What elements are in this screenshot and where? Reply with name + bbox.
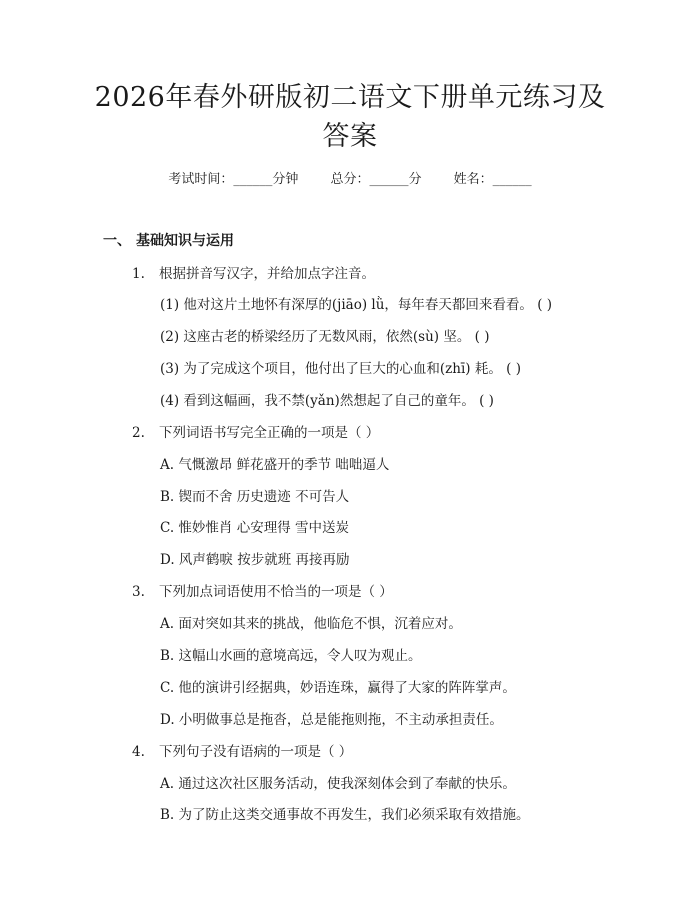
question-number: 1.	[132, 266, 145, 282]
question-option: C. 他的演讲引经据典，妙语连珠，赢得了大家的阵阵掌声。	[160, 680, 516, 696]
question-number: 3.	[132, 584, 145, 600]
question-option: B. 为了防止这类交通事故不再发生，我们必须采取有效措施。	[160, 807, 530, 823]
question-text: 根据拼音写汉字，并给加点字注音。	[159, 266, 375, 282]
question-text: 下列加点词语使用不恰当的一项是（ ）	[159, 584, 393, 600]
question-option: (1) 他对这片土地怀有深厚的(jiāo) lǜ，每年春天都回来看看。 ( )	[160, 297, 553, 313]
document-title: 2026年春外研版初二语文下册单元练习及答案	[94, 82, 606, 152]
total-score-field: 总分：______分	[330, 172, 422, 187]
section-number: 一、	[103, 233, 131, 249]
question-option: (3) 为了完成这个项目，他付出了巨大的心血和(zhī) 耗。 ( )	[160, 361, 521, 377]
question-stem	[132, 580, 393, 600]
question-option: A. 气慨激昂 鲜花盛开的季节 咄咄逼人	[160, 457, 390, 473]
section-title: 基础知识与运用	[136, 233, 234, 249]
question-option: A. 面对突如其来的挑战，他临危不惧，沉着应对。	[160, 616, 462, 632]
question-number: 2.	[132, 425, 145, 441]
question-option: B. 锲而不舍 历史遗迹 不可告人	[160, 489, 350, 505]
question-stem	[132, 740, 352, 760]
question-option: (4) 看到这幅画，我不禁(yǎn)然想起了自己的童年。 ( )	[160, 393, 494, 409]
question-stem	[132, 262, 375, 282]
student-name-field: 姓名：______	[453, 172, 532, 187]
question-option: (2) 这座古老的桥梁经历了无数风雨，依然(sù) 坚。 ( )	[160, 329, 490, 345]
question-option: D. 风声鹤唳 按步就班 再接再励	[160, 552, 350, 568]
question-number: 4.	[132, 744, 145, 760]
question-option: C. 惟妙惟肖 心安理得 雪中送炭	[160, 520, 350, 536]
question-text: 下列词语书写完全正确的一项是（ ）	[159, 425, 380, 441]
question-stem	[132, 421, 379, 441]
question-option: A. 通过这次社区服务活动，使我深刻体会到了奉献的快乐。	[160, 776, 516, 792]
exam-time-field: 考试时间：______分钟	[168, 172, 299, 187]
question-option: D. 小明做事总是拖沓，总是能拖则拖，不主动承担责任。	[160, 712, 503, 728]
question-text: 下列句子没有语病的一项是（ ）	[159, 744, 353, 760]
exam-meta	[0, 168, 700, 187]
section-heading	[103, 230, 234, 250]
question-option: B. 这幅山水画的意境高远，令人叹为观止。	[160, 648, 422, 664]
